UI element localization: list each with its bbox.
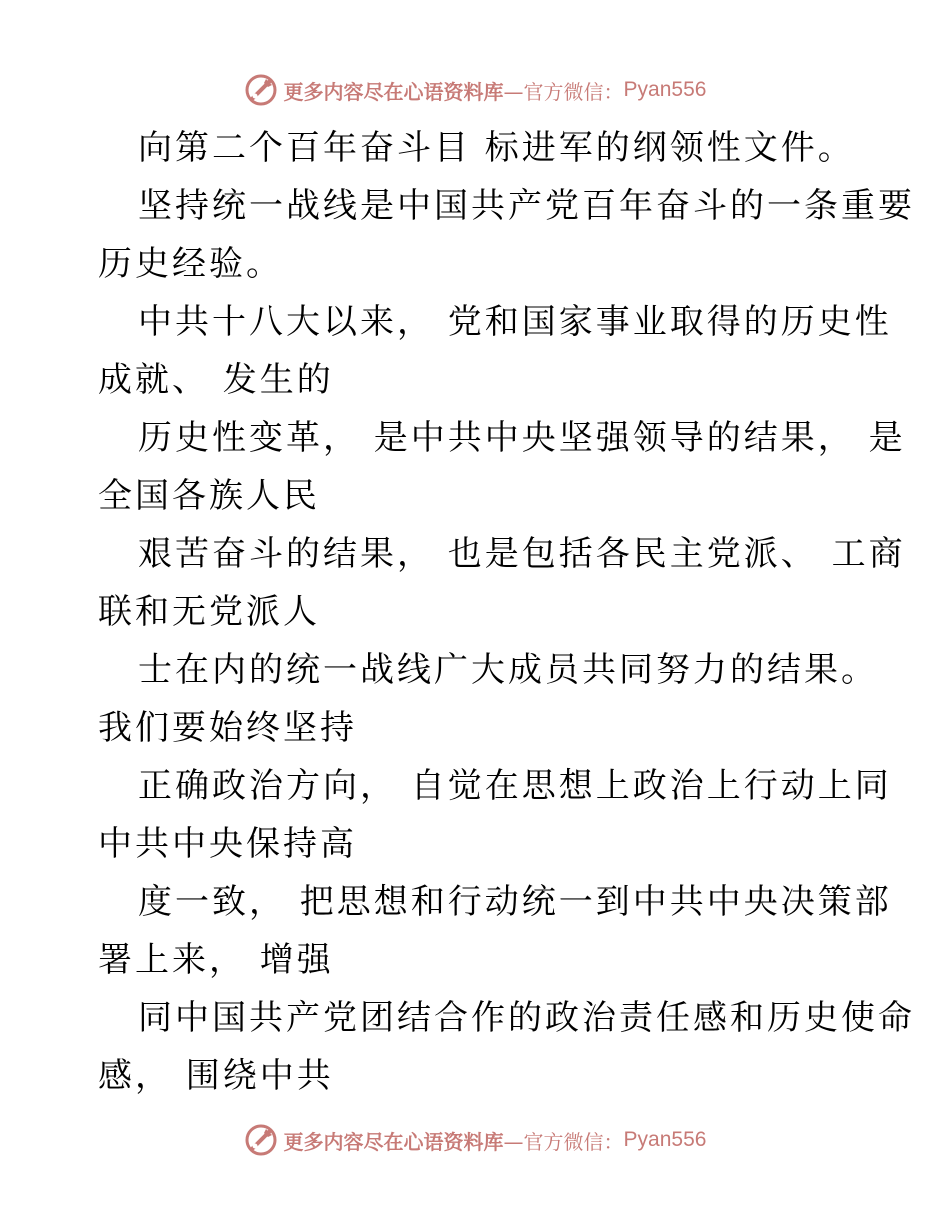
watermark-sub-text: —官方微信：	[503, 1129, 624, 1154]
watermark-sub-text: —官方微信：	[503, 79, 624, 104]
body-line: 历史性变革， 是中共中央坚强领导的结果， 是	[138, 418, 906, 458]
body-line: 同中国共产党团结合作的政治责任感和历史使命	[138, 998, 915, 1038]
body-line: 坚持统一战线是中国共产党百年奋斗的一条重要	[138, 186, 915, 226]
body-line: 中共中央保持高	[98, 824, 357, 864]
body-line: 艰苦奋斗的结果， 也是包括各民主党派、 工商	[138, 534, 906, 574]
body-line: 正确政治方向， 自觉在思想上政治上行动上同	[138, 766, 892, 806]
pen-logo-icon	[244, 1123, 278, 1157]
body-line: 我们要始终坚持	[98, 708, 357, 748]
watermark-main-text: 更多内容尽在心语资料库	[283, 79, 504, 104]
watermark-handle-text: Pyan556	[623, 1128, 707, 1151]
footer-watermark	[0, 1120, 950, 1160]
pen-logo-icon	[244, 73, 278, 107]
header-watermark	[0, 70, 950, 110]
watermark-main-text: 更多内容尽在心语资料库	[283, 1129, 504, 1154]
body-line: 度一致， 把思想和行动统一到中共中央决策部	[138, 882, 892, 922]
body-line: 历史经验。	[98, 244, 283, 284]
body-line: 中共十八大以来， 党和国家事业取得的历史性	[138, 302, 892, 342]
body-line: 成就、 发生的	[98, 360, 334, 400]
body-line: 署上来， 增强	[98, 940, 334, 980]
body-line: 向第二个百年奋斗目 标进军的纲领性文件。	[138, 128, 855, 168]
watermark-handle-text: Pyan556	[623, 78, 707, 101]
body-line: 感， 围绕中共	[98, 1056, 334, 1096]
body-line: 士在内的统一战线广大成员共同努力的结果。	[138, 650, 878, 690]
body-line: 联和无党派人	[98, 592, 320, 632]
body-line: 全国各族人民	[98, 476, 320, 516]
